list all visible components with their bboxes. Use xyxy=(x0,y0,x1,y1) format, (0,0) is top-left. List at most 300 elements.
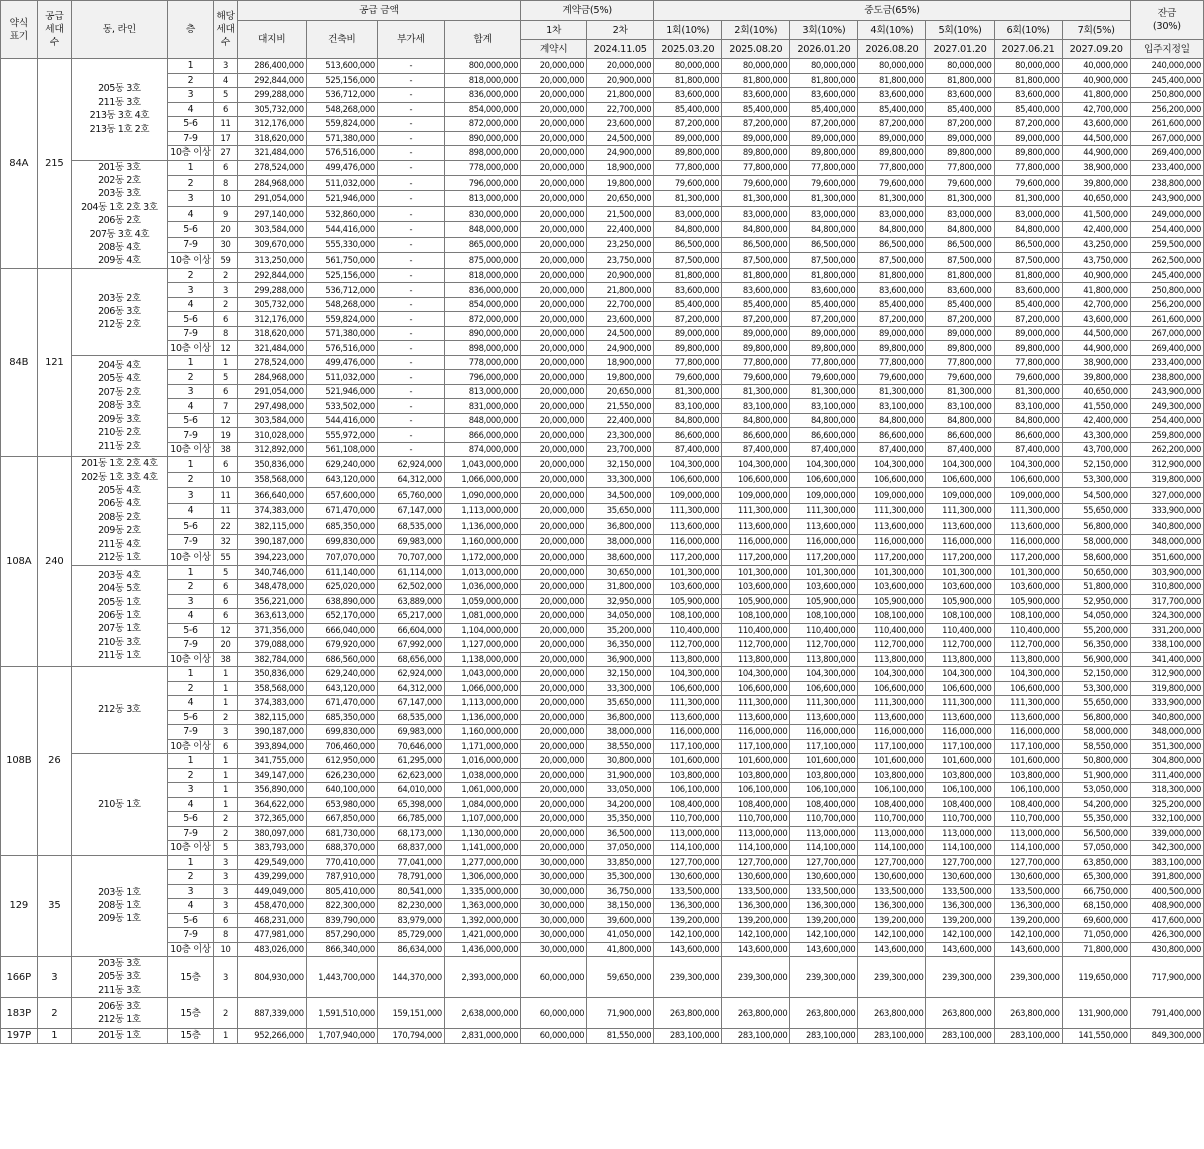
price-cell: 83,100,000 xyxy=(654,399,722,414)
units-cell: 38 xyxy=(214,442,237,457)
price-cell: 101,300,000 xyxy=(994,565,1062,580)
price-cell: 80,000,000 xyxy=(858,59,926,74)
price-cell: 81,300,000 xyxy=(654,191,722,206)
price-cell: 643,120,000 xyxy=(306,472,377,487)
header-mid-7: 7회(5%) xyxy=(1062,21,1130,40)
table-row xyxy=(1,754,1204,769)
price-cell: 81,300,000 xyxy=(654,384,722,399)
price-cell: 51,800,000 xyxy=(1062,580,1130,595)
price-cell: 117,100,000 xyxy=(790,739,858,754)
floor-cell: 4 xyxy=(167,797,214,812)
price-cell: 113,000,000 xyxy=(654,826,722,841)
table-row xyxy=(1,312,1204,327)
price-cell: 83,100,000 xyxy=(722,399,790,414)
price-cell: 79,600,000 xyxy=(858,175,926,190)
price-cell: 61,114,000 xyxy=(377,565,444,580)
price-cell: 278,524,000 xyxy=(237,160,306,175)
price-cell: - xyxy=(377,253,444,269)
price-cell: 85,400,000 xyxy=(654,297,722,312)
price-cell: 116,000,000 xyxy=(790,534,858,549)
price-cell: 576,516,000 xyxy=(306,146,377,161)
table-header xyxy=(1,1,1204,59)
price-cell: 84,800,000 xyxy=(926,222,994,237)
price-cell: 83,100,000 xyxy=(858,399,926,414)
price-cell: 106,600,000 xyxy=(654,472,722,487)
price-cell: 87,500,000 xyxy=(858,253,926,269)
table-row xyxy=(1,488,1204,503)
price-cell: 80,000,000 xyxy=(926,59,994,74)
units-cell: 5 xyxy=(214,88,237,103)
price-cell: 53,050,000 xyxy=(1062,783,1130,798)
price-cell: 1,081,000,000 xyxy=(444,609,520,624)
table-row xyxy=(1,503,1204,518)
price-cell: 952,266,000 xyxy=(237,1029,306,1044)
price-cell: 256,200,000 xyxy=(1130,297,1203,312)
table-row xyxy=(1,609,1204,624)
price-cell: 468,231,000 xyxy=(237,913,306,928)
price-cell: 113,800,000 xyxy=(654,652,722,667)
supply-count: 121 xyxy=(37,268,72,457)
floor-cell: 1 xyxy=(167,565,214,580)
price-cell: 35,300,000 xyxy=(587,870,654,885)
price-cell: 104,300,000 xyxy=(722,457,790,472)
price-cell: 313,250,000 xyxy=(237,253,306,269)
table-row xyxy=(1,355,1204,370)
table-row xyxy=(1,117,1204,132)
price-cell: 263,800,000 xyxy=(994,998,1062,1029)
price-cell: 325,200,000 xyxy=(1130,797,1203,812)
price-cell: 319,800,000 xyxy=(1130,681,1203,696)
floor-cell: 7-9 xyxy=(167,725,214,740)
price-cell: 101,600,000 xyxy=(994,754,1062,769)
price-cell: 104,300,000 xyxy=(790,667,858,682)
price-cell: 240,000,000 xyxy=(1130,59,1203,74)
floor-cell: 4 xyxy=(167,102,214,117)
price-cell: 84,800,000 xyxy=(722,413,790,428)
units-cell: 3 xyxy=(214,283,237,298)
price-cell: 69,600,000 xyxy=(1062,913,1130,928)
price-cell: 36,800,000 xyxy=(587,710,654,725)
price-cell: 103,800,000 xyxy=(926,768,994,783)
floor-cell: 3 xyxy=(167,384,214,399)
units-cell: 20 xyxy=(214,638,237,653)
price-cell: 278,524,000 xyxy=(237,355,306,370)
floor-cell: 4 xyxy=(167,899,214,914)
price-cell: 114,100,000 xyxy=(926,841,994,856)
table-row xyxy=(1,206,1204,221)
price-cell: 555,972,000 xyxy=(306,428,377,443)
price-cell: 110,400,000 xyxy=(926,623,994,638)
table-row xyxy=(1,696,1204,711)
dong-line-group: 206동 3호 212동 1호 xyxy=(72,998,167,1029)
header-supply xyxy=(37,1,72,59)
price-cell: 104,300,000 xyxy=(994,667,1062,682)
price-cell: 699,830,000 xyxy=(306,534,377,549)
table-row xyxy=(1,237,1204,252)
price-cell: - xyxy=(377,160,444,175)
price-cell: 1,707,940,000 xyxy=(306,1029,377,1044)
price-cell: 66,785,000 xyxy=(377,812,444,827)
price-cell: 333,900,000 xyxy=(1130,696,1203,711)
units-cell: 12 xyxy=(214,413,237,428)
price-cell: 85,400,000 xyxy=(790,102,858,117)
price-cell: 657,600,000 xyxy=(306,488,377,503)
price-cell: 139,200,000 xyxy=(790,913,858,928)
price-cell: 81,800,000 xyxy=(654,268,722,283)
price-cell: 1,036,000,000 xyxy=(444,580,520,595)
price-cell: 84,800,000 xyxy=(994,222,1062,237)
price-cell: 318,620,000 xyxy=(237,131,306,146)
price-cell: 239,300,000 xyxy=(858,957,926,998)
price-cell: 20,000,000 xyxy=(521,652,587,667)
table-row xyxy=(1,884,1204,899)
price-cell: 341,400,000 xyxy=(1130,652,1203,667)
price-cell: 23,300,000 xyxy=(587,428,654,443)
table-row xyxy=(1,283,1204,298)
price-cell: 233,400,000 xyxy=(1130,160,1203,175)
price-cell: 22,400,000 xyxy=(587,222,654,237)
price-cell: 79,600,000 xyxy=(858,370,926,385)
price-cell: 81,800,000 xyxy=(722,73,790,88)
price-cell: 686,560,000 xyxy=(306,652,377,667)
table-row xyxy=(1,268,1204,283)
price-cell: 872,000,000 xyxy=(444,117,520,132)
dong-line-group: 201동 1호 xyxy=(72,1029,167,1044)
price-cell: 1,335,000,000 xyxy=(444,884,520,899)
price-cell: 303,584,000 xyxy=(237,413,306,428)
price-cell: 1,013,000,000 xyxy=(444,565,520,580)
table-row xyxy=(1,652,1204,667)
price-cell: 81,300,000 xyxy=(858,191,926,206)
floor-cell: 7-9 xyxy=(167,534,214,549)
price-cell: 262,500,000 xyxy=(1130,253,1203,269)
price-cell: 23,250,000 xyxy=(587,237,654,252)
price-cell: 41,550,000 xyxy=(1062,399,1130,414)
price-cell: 312,176,000 xyxy=(237,117,306,132)
price-cell: 866,000,000 xyxy=(444,428,520,443)
price-cell: 79,600,000 xyxy=(722,370,790,385)
dong-line-group: 212동 3호 xyxy=(72,667,167,754)
price-cell: 284,968,000 xyxy=(237,175,306,190)
price-cell: 349,147,000 xyxy=(237,768,306,783)
price-cell: 20,000,000 xyxy=(521,283,587,298)
price-cell: 20,000,000 xyxy=(521,88,587,103)
price-cell: - xyxy=(377,59,444,74)
price-cell: 239,300,000 xyxy=(654,957,722,998)
price-cell: 143,600,000 xyxy=(926,942,994,957)
price-cell: - xyxy=(377,117,444,132)
price-cell: 136,300,000 xyxy=(654,899,722,914)
price-cell: 321,484,000 xyxy=(237,146,306,161)
price-cell: 113,800,000 xyxy=(722,652,790,667)
price-cell: 36,750,000 xyxy=(587,884,654,899)
units-cell: 27 xyxy=(214,146,237,161)
price-cell: 50,800,000 xyxy=(1062,754,1130,769)
price-cell: 20,000,000 xyxy=(521,754,587,769)
price-cell: 77,800,000 xyxy=(858,160,926,175)
price-cell: 111,300,000 xyxy=(994,696,1062,711)
price-cell: 117,200,000 xyxy=(790,549,858,565)
price-cell: 770,410,000 xyxy=(306,855,377,870)
price-cell: 159,151,000 xyxy=(377,998,444,1029)
price-cell: 625,020,000 xyxy=(306,580,377,595)
price-cell: 43,300,000 xyxy=(1062,428,1130,443)
table-row xyxy=(1,998,1204,1029)
price-cell: 87,400,000 xyxy=(994,442,1062,457)
price-cell: 109,000,000 xyxy=(994,488,1062,503)
floor-cell: 3 xyxy=(167,783,214,798)
price-cell: 143,600,000 xyxy=(790,942,858,957)
table-row xyxy=(1,594,1204,609)
price-cell: 103,800,000 xyxy=(858,768,926,783)
type-label: 84A xyxy=(1,59,38,269)
header-type-text: 약식 표기 xyxy=(9,17,28,42)
price-cell: 666,040,000 xyxy=(306,623,377,638)
price-cell: 1,016,000,000 xyxy=(444,754,520,769)
price-cell: 292,844,000 xyxy=(237,73,306,88)
price-cell: 20,000,000 xyxy=(521,297,587,312)
price-cell: 383,793,000 xyxy=(237,841,306,856)
floor-cell: 2 xyxy=(167,681,214,696)
price-cell: 283,100,000 xyxy=(654,1029,722,1044)
price-cell: 77,800,000 xyxy=(994,160,1062,175)
price-cell: 20,000,000 xyxy=(521,638,587,653)
units-cell: 6 xyxy=(214,102,237,117)
price-cell: 70,707,000 xyxy=(377,549,444,565)
price-cell: 20,000,000 xyxy=(521,503,587,518)
floor-cell: 1 xyxy=(167,160,214,175)
price-cell: 20,000,000 xyxy=(521,667,587,682)
price-cell: 79,600,000 xyxy=(926,175,994,190)
price-cell: 1,113,000,000 xyxy=(444,696,520,711)
table-row xyxy=(1,928,1204,943)
price-cell: 101,300,000 xyxy=(926,565,994,580)
price-cell: 317,700,000 xyxy=(1130,594,1203,609)
price-cell: 707,070,000 xyxy=(306,549,377,565)
price-cell: 20,900,000 xyxy=(587,268,654,283)
price-cell: 1,084,000,000 xyxy=(444,797,520,812)
price-cell: 291,054,000 xyxy=(237,191,306,206)
price-cell: 54,200,000 xyxy=(1062,797,1130,812)
price-cell: 20,000,000 xyxy=(521,797,587,812)
price-cell: 64,312,000 xyxy=(377,472,444,487)
price-cell: 86,500,000 xyxy=(926,237,994,252)
price-cell: 39,800,000 xyxy=(1062,370,1130,385)
price-cell: 20,000,000 xyxy=(521,565,587,580)
price-cell: 89,800,000 xyxy=(790,341,858,356)
price-cell: 33,300,000 xyxy=(587,472,654,487)
price-cell: 249,000,000 xyxy=(1130,206,1203,221)
price-cell: 20,000,000 xyxy=(521,175,587,190)
price-cell: 408,900,000 xyxy=(1130,899,1203,914)
price-cell: 44,500,000 xyxy=(1062,326,1130,341)
price-cell: 87,200,000 xyxy=(722,117,790,132)
price-cell: 116,000,000 xyxy=(722,534,790,549)
price-cell: 20,000,000 xyxy=(521,73,587,88)
price-cell: 103,600,000 xyxy=(654,580,722,595)
floor-cell: 1 xyxy=(167,355,214,370)
price-cell: 117,100,000 xyxy=(722,739,790,754)
price-cell: 44,900,000 xyxy=(1062,341,1130,356)
price-cell: 89,800,000 xyxy=(858,146,926,161)
price-cell: 85,400,000 xyxy=(654,102,722,117)
price-cell: 77,800,000 xyxy=(654,160,722,175)
price-cell: 105,900,000 xyxy=(790,594,858,609)
price-cell: 77,800,000 xyxy=(654,355,722,370)
price-cell: 89,000,000 xyxy=(858,131,926,146)
price-cell: 85,400,000 xyxy=(994,102,1062,117)
price-cell: 626,230,000 xyxy=(306,768,377,783)
price-cell: 1,061,000,000 xyxy=(444,783,520,798)
price-cell: 87,400,000 xyxy=(654,442,722,457)
price-cell: 86,634,000 xyxy=(377,942,444,957)
price-cell: 79,600,000 xyxy=(654,175,722,190)
table-row xyxy=(1,297,1204,312)
floor-cell: 1 xyxy=(167,667,214,682)
price-cell: 292,844,000 xyxy=(237,268,306,283)
price-cell: 2,638,000,000 xyxy=(444,998,520,1029)
price-cell: 142,100,000 xyxy=(722,928,790,943)
units-cell: 1 xyxy=(214,667,237,682)
floor-cell: 3 xyxy=(167,594,214,609)
floor-cell: 1 xyxy=(167,457,214,472)
price-cell: 77,800,000 xyxy=(790,160,858,175)
table-row xyxy=(1,565,1204,580)
price-cell: 142,100,000 xyxy=(858,928,926,943)
dong-line-group: 203동 4호 204동 5호 205동 1호 206동 1호 207동 1호 210동 3호 211동 1호 xyxy=(72,565,167,667)
price-cell: 86,600,000 xyxy=(790,428,858,443)
table-row xyxy=(1,739,1204,754)
price-cell: 261,600,000 xyxy=(1130,312,1203,327)
price-cell: 350,836,000 xyxy=(237,667,306,682)
price-cell: 848,000,000 xyxy=(444,413,520,428)
price-cell: 380,097,000 xyxy=(237,826,306,841)
price-cell: 805,410,000 xyxy=(306,884,377,899)
price-cell: 101,600,000 xyxy=(858,754,926,769)
floor-cell: 4 xyxy=(167,297,214,312)
price-cell: 85,400,000 xyxy=(722,297,790,312)
price-cell: 259,500,000 xyxy=(1130,237,1203,252)
price-cell: 559,824,000 xyxy=(306,117,377,132)
units-cell: 1 xyxy=(214,783,237,798)
price-cell: 38,150,000 xyxy=(587,899,654,914)
table-row xyxy=(1,73,1204,88)
price-cell: 20,000,000 xyxy=(521,326,587,341)
price-cell: 56,500,000 xyxy=(1062,826,1130,841)
table-row xyxy=(1,942,1204,957)
price-cell: 499,476,000 xyxy=(306,355,377,370)
price-cell: 106,600,000 xyxy=(858,681,926,696)
units-cell: 1 xyxy=(214,681,237,696)
price-cell: 117,200,000 xyxy=(994,549,1062,565)
price-cell: 103,600,000 xyxy=(858,580,926,595)
price-cell: 35,650,000 xyxy=(587,503,654,518)
header-units-text: 해당 세대 수 xyxy=(216,11,235,48)
header-dep2: 2차 xyxy=(587,21,654,40)
price-cell: 30,000,000 xyxy=(521,913,587,928)
price-cell: 1,043,000,000 xyxy=(444,457,520,472)
price-cell: 390,187,000 xyxy=(237,725,306,740)
price-cell: 40,000,000 xyxy=(1062,59,1130,74)
price-cell: 71,050,000 xyxy=(1062,928,1130,943)
price-cell: 83,100,000 xyxy=(994,399,1062,414)
price-cell: 23,750,000 xyxy=(587,253,654,269)
price-cell: - xyxy=(377,326,444,341)
price-cell: 643,120,000 xyxy=(306,681,377,696)
units-cell: 55 xyxy=(214,549,237,565)
units-cell: 20 xyxy=(214,222,237,237)
price-cell: 348,478,000 xyxy=(237,580,306,595)
floor-cell: 10층 이상 xyxy=(167,841,214,856)
price-cell: 130,600,000 xyxy=(790,870,858,885)
price-cell: - xyxy=(377,355,444,370)
price-cell: 89,000,000 xyxy=(722,131,790,146)
price-cell: 43,600,000 xyxy=(1062,117,1130,132)
header-mid-6: 6회(10%) xyxy=(994,21,1062,40)
price-cell: 36,800,000 xyxy=(587,519,654,534)
price-cell: 87,500,000 xyxy=(722,253,790,269)
price-cell: 133,500,000 xyxy=(926,884,994,899)
price-cell: - xyxy=(377,206,444,221)
price-cell: 559,824,000 xyxy=(306,312,377,327)
price-cell: 822,300,000 xyxy=(306,899,377,914)
price-cell: 42,400,000 xyxy=(1062,222,1130,237)
price-cell: 80,000,000 xyxy=(790,59,858,74)
price-cell: 109,000,000 xyxy=(858,488,926,503)
units-cell: 5 xyxy=(214,565,237,580)
price-cell: 116,000,000 xyxy=(654,534,722,549)
price-cell: 297,498,000 xyxy=(237,399,306,414)
price-cell: 113,600,000 xyxy=(858,519,926,534)
price-cell: 79,600,000 xyxy=(790,370,858,385)
price-cell: 133,500,000 xyxy=(654,884,722,899)
price-cell: 379,088,000 xyxy=(237,638,306,653)
price-cell: 58,000,000 xyxy=(1062,725,1130,740)
table-row xyxy=(1,841,1204,856)
price-cell: 87,200,000 xyxy=(654,117,722,132)
price-cell: 89,000,000 xyxy=(994,326,1062,341)
table-row xyxy=(1,580,1204,595)
price-cell: 81,300,000 xyxy=(994,191,1062,206)
table-row xyxy=(1,191,1204,206)
units-cell: 1 xyxy=(214,797,237,812)
price-cell: 81,550,000 xyxy=(587,1029,654,1044)
price-cell: 39,800,000 xyxy=(1062,175,1130,190)
price-cell: 113,800,000 xyxy=(994,652,1062,667)
price-cell: 84,800,000 xyxy=(858,413,926,428)
header-building: 건축비 xyxy=(306,21,377,59)
price-cell: 20,000,000 xyxy=(521,102,587,117)
price-cell: 111,300,000 xyxy=(790,503,858,518)
price-cell: 20,000,000 xyxy=(521,457,587,472)
price-cell: 111,300,000 xyxy=(858,503,926,518)
price-cell: 108,400,000 xyxy=(858,797,926,812)
price-cell: 358,568,000 xyxy=(237,472,306,487)
price-cell: 113,600,000 xyxy=(790,710,858,725)
price-cell: 81,300,000 xyxy=(790,384,858,399)
price-cell: 83,979,000 xyxy=(377,913,444,928)
price-cell: 283,100,000 xyxy=(994,1029,1062,1044)
price-cell: 86,500,000 xyxy=(994,237,1062,252)
price-cell: 89,000,000 xyxy=(722,326,790,341)
price-cell: 310,028,000 xyxy=(237,428,306,443)
price-cell: 87,500,000 xyxy=(790,253,858,269)
type-label: 129 xyxy=(1,855,38,957)
price-cell: 106,100,000 xyxy=(790,783,858,798)
price-cell: 113,800,000 xyxy=(790,652,858,667)
price-cell: 20,650,000 xyxy=(587,384,654,399)
price-cell: 536,712,000 xyxy=(306,88,377,103)
